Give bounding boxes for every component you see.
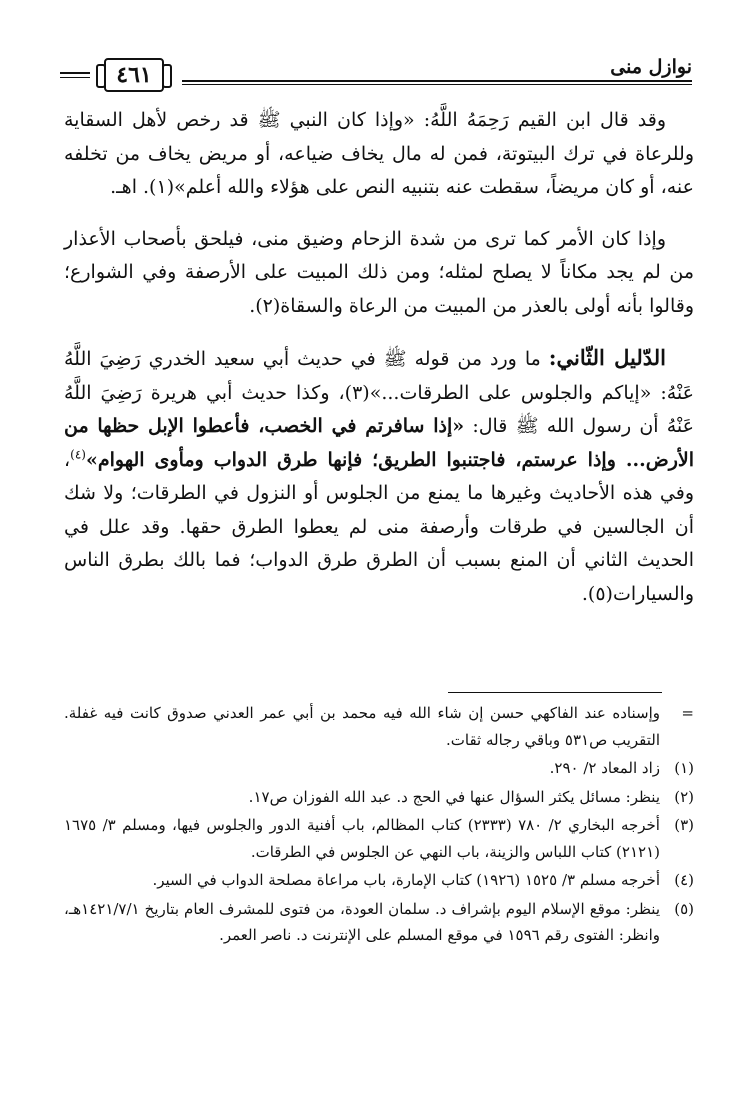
footnote-1: [64, 755, 694, 782]
paragraph-crowding: وإذا كان الأمر كما ترى من شدة الزحام وضيق منى، فيلحق بأصحاب الأعذار من لم يجد مكاناً لا يصلح لمثله؛ ومن ذلك المبيت على الأرصفة وفي الشوارع؛ وقالوا بأنه أولى بالعذر من المبيت من الرعاة والسقاة(٢).: [64, 227, 694, 317]
footnote-mark: (٥): [674, 899, 694, 918]
header-rule-left: [60, 72, 90, 74]
evidence-intro: ما ورد من قوله ﷺ في حديث أبي سعيد الخدري رَضِيَ اللَّهُ عَنْهُ: «إياكم والجلوس على الطرقات...»(٣)، وكذا حديث أبي هريرة رَضِيَ اللَّهُ عَنْهُ أن رسول الله ﷺ قال:: [64, 348, 694, 437]
footnote-continued: [64, 700, 694, 753]
footnote-text: وإسناده عند الفاكهي حسن إن شاء الله فيه محمد بن أبي عمر العدني صدوق كانت فيه غفلة. التقريب ص٥٣١ وباقي رجاله ثقات.: [64, 704, 660, 749]
page-number: [104, 58, 164, 92]
footnote-3: [64, 812, 694, 865]
evidence-rest: ، وفي هذه الأحاديث وغيرها ما يمنع من الجلوس أو النزول في الطرقات؛ ولا شك أن الجالسين في طرقات وأرصفة منى لم يعطوا الطرق حقها. وقد علل في الحديث الثاني أن المنع بسبب أن الطرق طرق الدواب؛ فما بالك بطرق الناس والسيارات(٥).: [64, 448, 694, 605]
footnote-divider: [448, 692, 662, 693]
footnote-text: ينظر: مسائل يكثر السؤال عنها في الحج د. عبد الله الفوزان ص١٧.: [248, 787, 660, 806]
evidence-heading: الدّليل الثّاني:: [548, 345, 667, 370]
footnote-ref-4: (٤): [70, 447, 86, 462]
header-rule-left-thin: [60, 77, 90, 78]
header-rule-thin: [182, 84, 692, 85]
footnote-text: أخرجه البخاري ٢/ ٧٨٠ (٢٣٣٣) كتاب المظالم، باب أفنية الدور والجلوس فيها، ومسلم ٣/ ١٦٧٥ (٢١٢١) كتاب اللباس والزينة، باب النهي عن الجلوس في الطرقات.: [64, 816, 660, 861]
footnotes: [64, 700, 694, 949]
footnote-4: [64, 867, 694, 894]
main-text: [64, 104, 694, 611]
footnote-5: [64, 896, 694, 949]
running-title: نوازل منى: [610, 56, 692, 78]
footnote-2: [64, 784, 694, 811]
footnote-mark: (٢): [674, 787, 694, 806]
paragraph-second-evidence: [64, 341, 694, 611]
hadith-quote: «إذا سافرتم في الخصب، فأعطوا الإبل حظها من الأرض... وإذا عرستم، فاجتنبوا الطريق؛ فإنها طرق الدواب ومأوى الهوام»: [64, 415, 694, 471]
header-rule: [182, 80, 692, 82]
paragraph-ibn-qayyim: وقد قال ابن القيم رَحِمَهُ اللَّهُ: «وإذا كان النبي ﷺ قد رخص لأهل السقاية وللرعاة في ترك البيتوتة، فمن له مال يخاف ضياعه، أو مريض يخاف من تخلفه عنه، أو كان مريضاً، سقطت عنه بتنبيه النص على هؤلاء والله أعلم»(١). اهـ.: [64, 109, 694, 198]
footnote-text: أخرجه مسلم ٣/ ١٥٢٥ (١٩٢٦) كتاب الإمارة، باب مراعاة مصلحة الدواب في السير.: [152, 871, 660, 889]
footnote-mark: (٣): [674, 816, 694, 834]
page-number-text: ٤٦١: [116, 62, 152, 88]
footnote-mark: (١): [674, 759, 694, 777]
page-header: [60, 44, 692, 90]
footnote-mark: =: [681, 704, 694, 722]
footnote-mark: (٤): [674, 871, 694, 889]
footnote-text: ينظر: موقع الإسلام اليوم بإشراف د. سلمان العودة، من فتوى للمشرف العام بتاريخ ١٤٢١/٧/١هـ، وانظر: الفتوى رقم ١٥٩٦ في موقع المسلم على الإنترنت د. ناصر العمر.: [64, 899, 660, 944]
footnote-text: زاد المعاد ٢/ ٢٩٠.: [549, 759, 660, 777]
